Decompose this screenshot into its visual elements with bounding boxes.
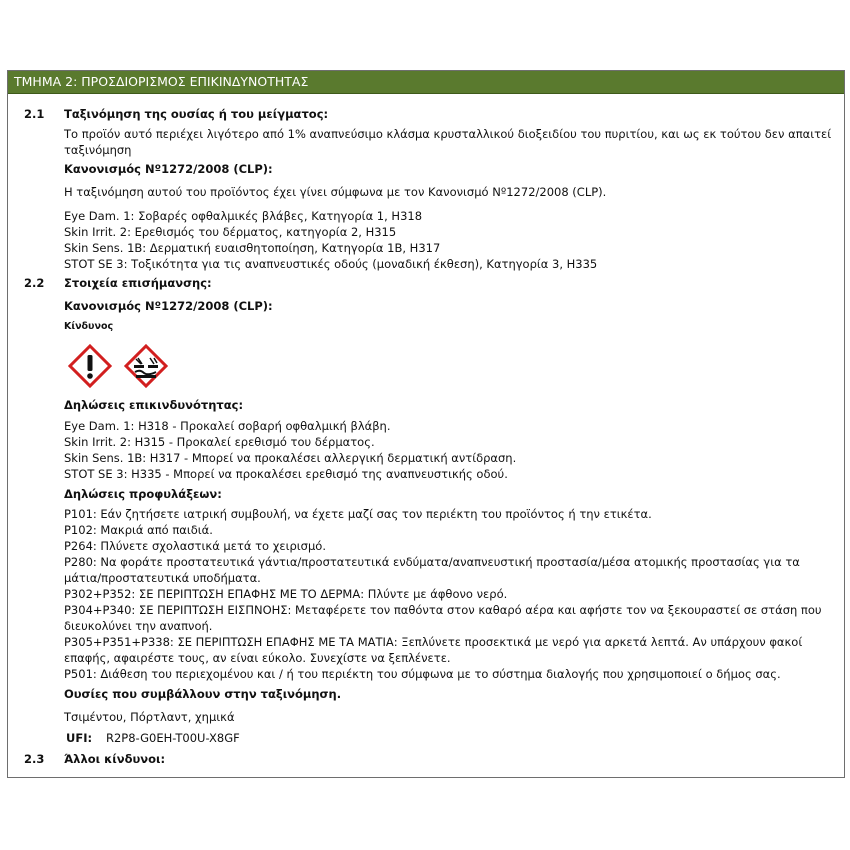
contributing-substances-text: Τσιμέντου, Πόρτλαντ, χημικά — [64, 710, 235, 724]
precaution-item: διευκολύνει την αναπνοή. — [64, 619, 213, 633]
classification-heading: Ταξινόμηση της ουσίας ή του μείγματος: — [64, 107, 329, 121]
precaution-item: P264: Πλύνετε σχολαστικά μετά το χειρισμό. — [64, 539, 326, 553]
section-header: ΤΜΗΜΑ 2: ΠΡΟΣΔΙΟΡΙΣΜΟΣ ΕΠΙΚΙΝΔΥΝΟΤΗΤΑΣ — [8, 71, 844, 94]
clp-heading-2: Κανονισμός Nº1272/2008 (CLP): — [64, 299, 273, 313]
precaution-item: P304+P340: ΣΕ ΠΕΡΙΠΤΩΣΗ ΕΙΣΠΝΟΗΣ: Μεταφέρετε τον παθόντα στον καθαρό αέρα και αφήστε τον να ξεκουραστεί σε στάση που — [64, 603, 822, 617]
clp-heading-1: Κανονισμός Nº1272/2008 (CLP): — [64, 162, 273, 176]
label-elements-heading: Στοιχεία επισήμανσης: — [64, 276, 212, 290]
class-item: Skin Sens. 1B: Δερματική ευαισθητοποίηση, Κατηγορία 1B, H317 — [64, 241, 441, 255]
exclamation-pictogram-icon — [68, 344, 112, 388]
signal-word: Κίνδυνος — [64, 321, 114, 332]
hazard-statements-heading: Δηλώσεις επικινδυνότητας: — [64, 398, 244, 412]
intro-line-1: Το προϊόν αυτό περιέχει λιγότερο από 1% αναπνεύσιμο κλάσμα κρυσταλλικού διοξειδίου του πυριτίου, και ως εκ τούτου δεν απαιτεί — [64, 127, 832, 141]
class-item: Skin Irrit. 2: Ερεθισμός του δέρματος, κατηγορία 2, H315 — [64, 225, 397, 239]
precaution-item: P102: Μακριά από παιδιά. — [64, 523, 213, 537]
hazard-item: STOT SE 3: H335 - Μπορεί να προκαλέσει ερεθισμό της αναπνευστικής οδού. — [64, 467, 508, 481]
section-frame — [7, 70, 845, 778]
precaution-item: P302+P352: ΣΕ ΠΕΡΙΠΤΩΣΗ ΕΠΑΦΗΣ ΜΕ ΤΟ ΔΕΡΜΑ: Πλύντε με άφθονο νερό. — [64, 587, 508, 601]
precaution-item: P101: Εάν ζητήσετε ιατρική συμβουλή, να έχετε μαζί σας τον περιέκτη του προϊόντος ή την ετικέτα. — [64, 507, 652, 521]
contributing-substances-heading: Ουσίες που συμβάλλουν στην ταξινόμηση. — [64, 687, 342, 701]
class-item: Eye Dam. 1: Σοβαρές οφθαλμικές βλάβες, Κατηγορία 1, H318 — [64, 209, 423, 223]
precaution-item: P305+P351+P338: ΣΕ ΠΕΡΙΠΤΩΣΗ ΕΠΑΦΗΣ ΜΕ ΤΑ ΜΑΤΙΑ: Ξεπλύνετε προσεκτικά με νερό για αρκετά λεπτά. Αν υπάρχουν φακοί — [64, 635, 803, 649]
hazard-item: Skin Sens. 1B: H317 - Μπορεί να προκαλέσει αλλεργική δερματική αντίδραση. — [64, 451, 517, 465]
other-hazards-heading: Άλλοι κίνδυνοι: — [64, 752, 166, 766]
section-number-2-2: 2.2 — [24, 276, 45, 290]
class-item: STOT SE 3: Τοξικότητα για τις αναπνευστικές οδούς (μοναδική έκθεση), Κατηγορία 3, H335 — [64, 257, 598, 271]
clp-text: Η ταξινόμηση αυτού του προϊόντος έχει γίνει σύμφωνα με τον Κανονισμό Nº1272/2008 (CLP). — [64, 185, 607, 199]
section-number-2-3: 2.3 — [24, 752, 45, 766]
section-number-2-1: 2.1 — [24, 107, 45, 121]
precaution-item: μάτια/προστατευτικά υποδήματα. — [64, 571, 261, 585]
ufi-label: UFI: — [66, 731, 93, 745]
corrosion-pictogram-icon — [124, 344, 168, 388]
precautionary-heading: Δηλώσεις προφυλάξεων: — [64, 487, 222, 501]
precaution-item: P501: Διάθεση του περιεχομένου και / ή του περιέκτη του σύμφωνα με το σύστημα διαλογής που χρησιμοποιεί ο δήμος σας. — [64, 667, 781, 681]
precaution-item: P280: Να φοράτε προστατευτικά γάντια/προστατευτικά ενδύματα/αναπνευστική προστασία/μέσα ατομικής προστασίας για τα — [64, 555, 800, 569]
precaution-item: επαφής, αφαιρέστε τους, αν είναι εύκολο. Συνεχίστε να ξεπλένετε. — [64, 651, 451, 665]
intro-line-2: ταξινόμηση — [64, 143, 132, 157]
hazard-item: Eye Dam. 1: H318 - Προκαλεί σοβαρή οφθαλμική βλάβη. — [64, 419, 391, 433]
ufi-value: R2P8-G0EH-T00U-X8GF — [106, 731, 240, 745]
hazard-item: Skin Irrit. 2: H315 - Προκαλεί ερεθισμό του δέρματος. — [64, 435, 375, 449]
